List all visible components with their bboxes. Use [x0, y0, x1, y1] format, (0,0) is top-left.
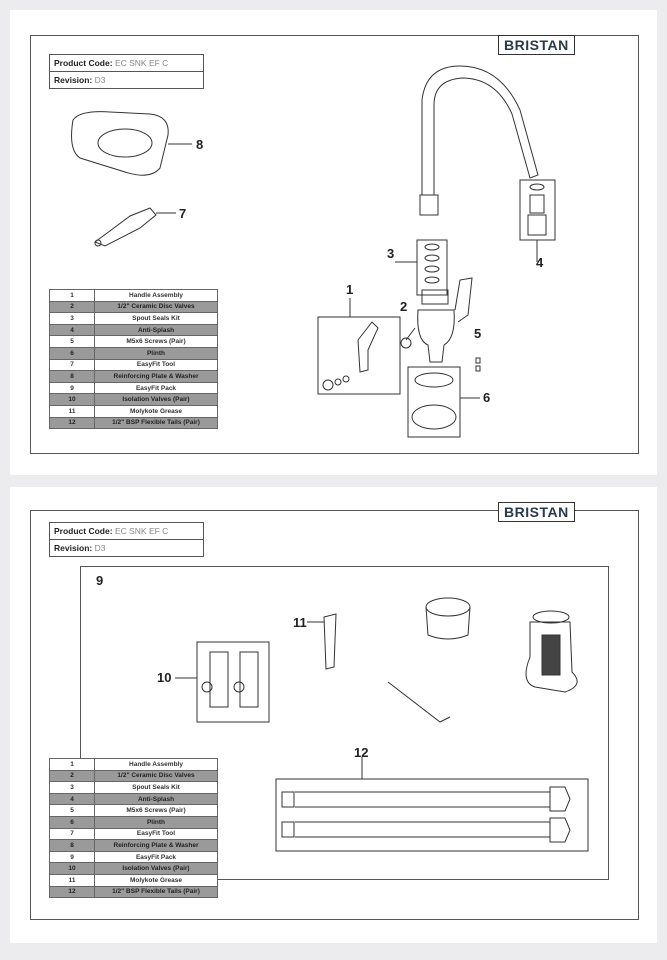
diagram-page-2 [10, 487, 657, 943]
part-name: EasyFit Pack [95, 382, 218, 394]
part-name: Reinforcing Plate & Washer [95, 840, 218, 852]
part-name: 1/2" BSP Flexible Tails (Pair) [95, 886, 218, 898]
brand-logo: BRISTAN [498, 502, 575, 522]
part-number: 1 [50, 759, 95, 771]
part-name: M5x6 Screws (Pair) [95, 336, 218, 348]
callout-1: 1 [346, 282, 354, 297]
part-name: 1/2" BSP Flexible Tails (Pair) [95, 417, 218, 429]
part-number: 10 [50, 394, 95, 406]
easyfit-tool-drawing [95, 208, 176, 246]
part-number: 9 [50, 382, 95, 394]
callout-6: 6 [483, 390, 491, 405]
part-number: 8 [50, 840, 95, 852]
part-number: 7 [50, 828, 95, 840]
brand-logo: BRISTAN [498, 35, 575, 55]
part-name: Molykote Grease [95, 874, 218, 886]
part-number: 6 [50, 816, 95, 828]
part-name: 1/2" Ceramic Disc Valves [95, 770, 218, 782]
part-name: M5x6 Screws (Pair) [95, 805, 218, 817]
part-number: 11 [50, 405, 95, 417]
reinforcing-plate-drawing [72, 112, 192, 176]
part-name: 1/2" Ceramic Disc Valves [95, 301, 218, 313]
part-name: Reinforcing Plate & Washer [95, 371, 218, 383]
part-number: 12 [50, 417, 95, 429]
part-number: 3 [50, 313, 95, 325]
part-name: Isolation Valves (Pair) [95, 863, 218, 875]
part-number: 4 [50, 324, 95, 336]
part-name: Spout Seals Kit [95, 782, 218, 794]
part-name: Handle Assembly [95, 290, 218, 302]
callout-4: 4 [536, 255, 544, 270]
part-number: 5 [50, 336, 95, 348]
part-name: EasyFit Pack [95, 851, 218, 863]
callout-2: 2 [400, 299, 408, 314]
product-code-cell: Product Code: EC SNK EF C [50, 523, 204, 540]
part-number: 5 [50, 805, 95, 817]
tap-drawing [401, 66, 538, 362]
revision-cell: Revision: D3 [50, 540, 204, 557]
callout-5: 5 [474, 326, 482, 341]
part-name: Molykote Grease [95, 405, 218, 417]
part-number: 4 [50, 793, 95, 805]
part-name: Plinth [95, 816, 218, 828]
part-name: Plinth [95, 347, 218, 359]
part-number: 3 [50, 782, 95, 794]
part-number: 6 [50, 347, 95, 359]
callout-12: 12 [354, 745, 369, 760]
part-number: 12 [50, 886, 95, 898]
revision-cell: Revision: D3 [50, 72, 204, 89]
part-name: EasyFit Tool [95, 359, 218, 371]
part-name: EasyFit Tool [95, 828, 218, 840]
callout-10: 10 [157, 670, 172, 685]
callout-8: 8 [196, 137, 204, 152]
part-name: Handle Assembly [95, 759, 218, 771]
part-number: 10 [50, 863, 95, 875]
callout-7: 7 [179, 206, 187, 221]
part-number: 8 [50, 371, 95, 383]
callout-9: 9 [96, 573, 104, 588]
part-name: Anti-Splash [95, 324, 218, 336]
part-number: 2 [50, 301, 95, 313]
part-name: Spout Seals Kit [95, 313, 218, 325]
callout-3: 3 [387, 246, 395, 261]
callout-11: 11 [293, 615, 307, 630]
part-number: 9 [50, 851, 95, 863]
diagram-page-1 [10, 10, 657, 475]
part-name: Isolation Valves (Pair) [95, 394, 218, 406]
part-number: 7 [50, 359, 95, 371]
part-number: 2 [50, 770, 95, 782]
parts-drawing [10, 10, 657, 475]
product-code-cell: Product Code: EC SNK EF C [50, 55, 204, 72]
part-name: Anti-Splash [95, 793, 218, 805]
part-number: 11 [50, 874, 95, 886]
pack-drawing [10, 487, 657, 943]
part-number: 1 [50, 290, 95, 302]
